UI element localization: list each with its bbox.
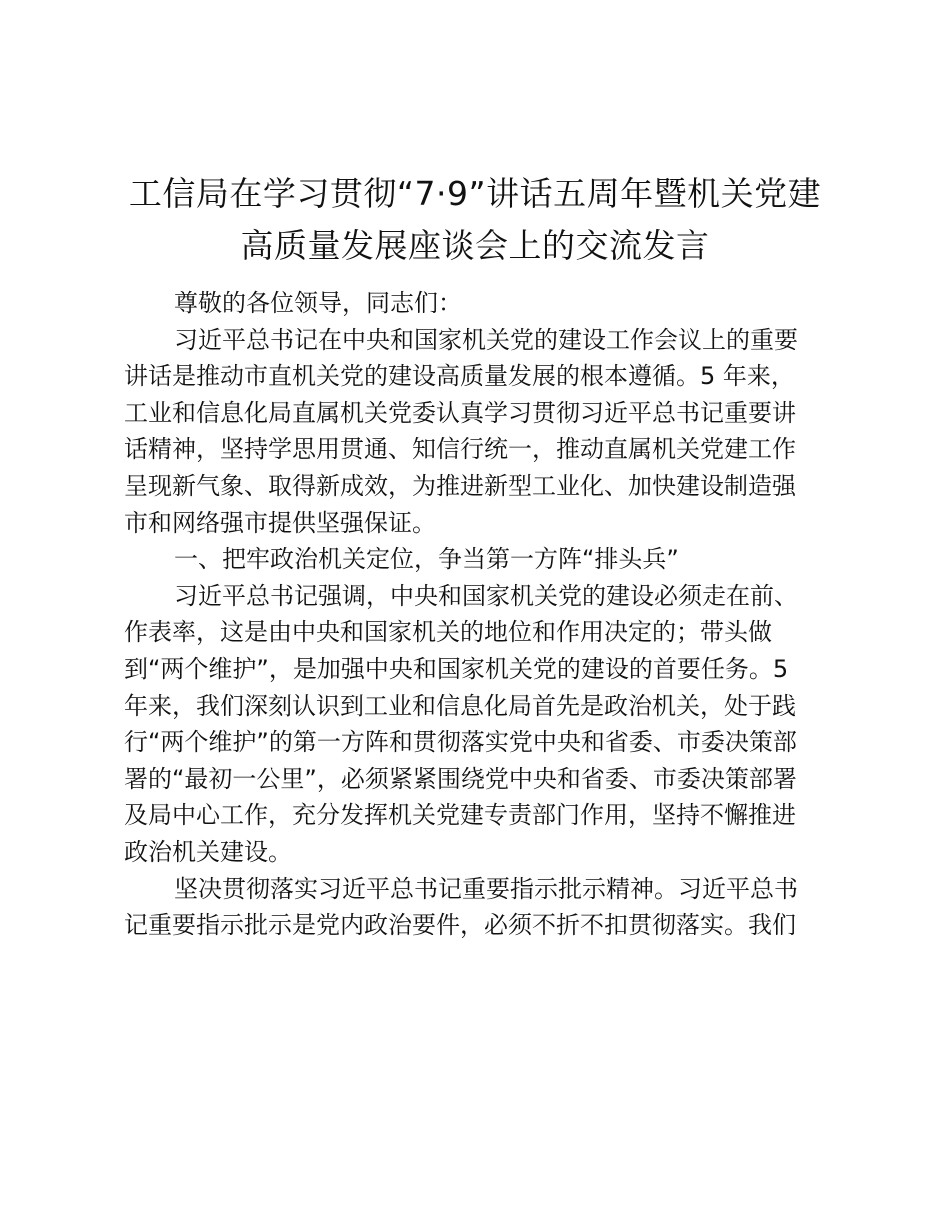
paragraph-1-line-3: 工业和信息化局直属机关党委认真学习贯彻习近平总书记重要讲 bbox=[124, 398, 796, 427]
title-line-1: 工信局在学习贯彻“7·9”讲话五周年暨机关党建 bbox=[128, 174, 822, 213]
paragraph-2-line-8: 政治机关建设。 bbox=[124, 837, 292, 866]
paragraph-2-line-4: 年来，我们深刻认识到工业和信息化局首先是政治机关，处于践 bbox=[124, 691, 796, 720]
paragraph-1-line-2: 讲话是推动市直机关党的建设高质量发展的根本遵循。5 年来， bbox=[124, 362, 795, 391]
paragraph-1-line-1: 习近平总书记在中央和国家机关党的建设工作会议上的重要 bbox=[174, 325, 798, 354]
paragraph-2-line-6: 署的“最初一公里”，必须紧紧围绕党中央和省委、市委决策部署 bbox=[124, 764, 797, 793]
paragraph-1-line-6: 市和网络强市提供坚强保证。 bbox=[124, 508, 436, 537]
title-line-2: 高质量发展座谈会上的交流发言 bbox=[240, 226, 710, 265]
paragraph-2-line-7: 及局中心工作，充分发挥机关党建专责部门作用，坚持不懈推进 bbox=[124, 801, 796, 830]
paragraph-1-line-4: 话精神，坚持学思用贯通、知信行统一，推动直属机关党建工作 bbox=[124, 435, 796, 464]
paragraph-2-line-2: 作表率，这是由中央和国家机关的地位和作用决定的；带头做 bbox=[124, 618, 772, 647]
paragraph-3-line-1: 坚决贯彻落实习近平总书记重要指示批示精神。习近平总书 bbox=[174, 874, 798, 903]
paragraph-1-line-5: 呈现新气象、取得新成效，为推进新型工业化、加快建设制造强 bbox=[124, 471, 796, 500]
document-title bbox=[100, 168, 850, 272]
section-heading-1: 一、把牢政治机关定位，争当第一方阵“排头兵” bbox=[174, 545, 679, 574]
paragraph-2-line-5: 行“两个维护”的第一方阵和贯彻落实党中央和省委、市委决策部 bbox=[124, 728, 797, 757]
paragraph-2-line-1: 习近平总书记强调，中央和国家机关党的建设必须走在前、 bbox=[174, 581, 798, 610]
paragraph-3-line-2: 记重要指示批示是党内政治要件，必须不折不扣贯彻落实。我们 bbox=[124, 911, 796, 940]
paragraph-2-line-3: 到“两个维护”，是加强中央和国家机关党的建设的首要任务。5 bbox=[124, 654, 789, 683]
salutation: 尊敬的各位领导，同志们： bbox=[174, 289, 462, 317]
document-body bbox=[124, 285, 824, 944]
